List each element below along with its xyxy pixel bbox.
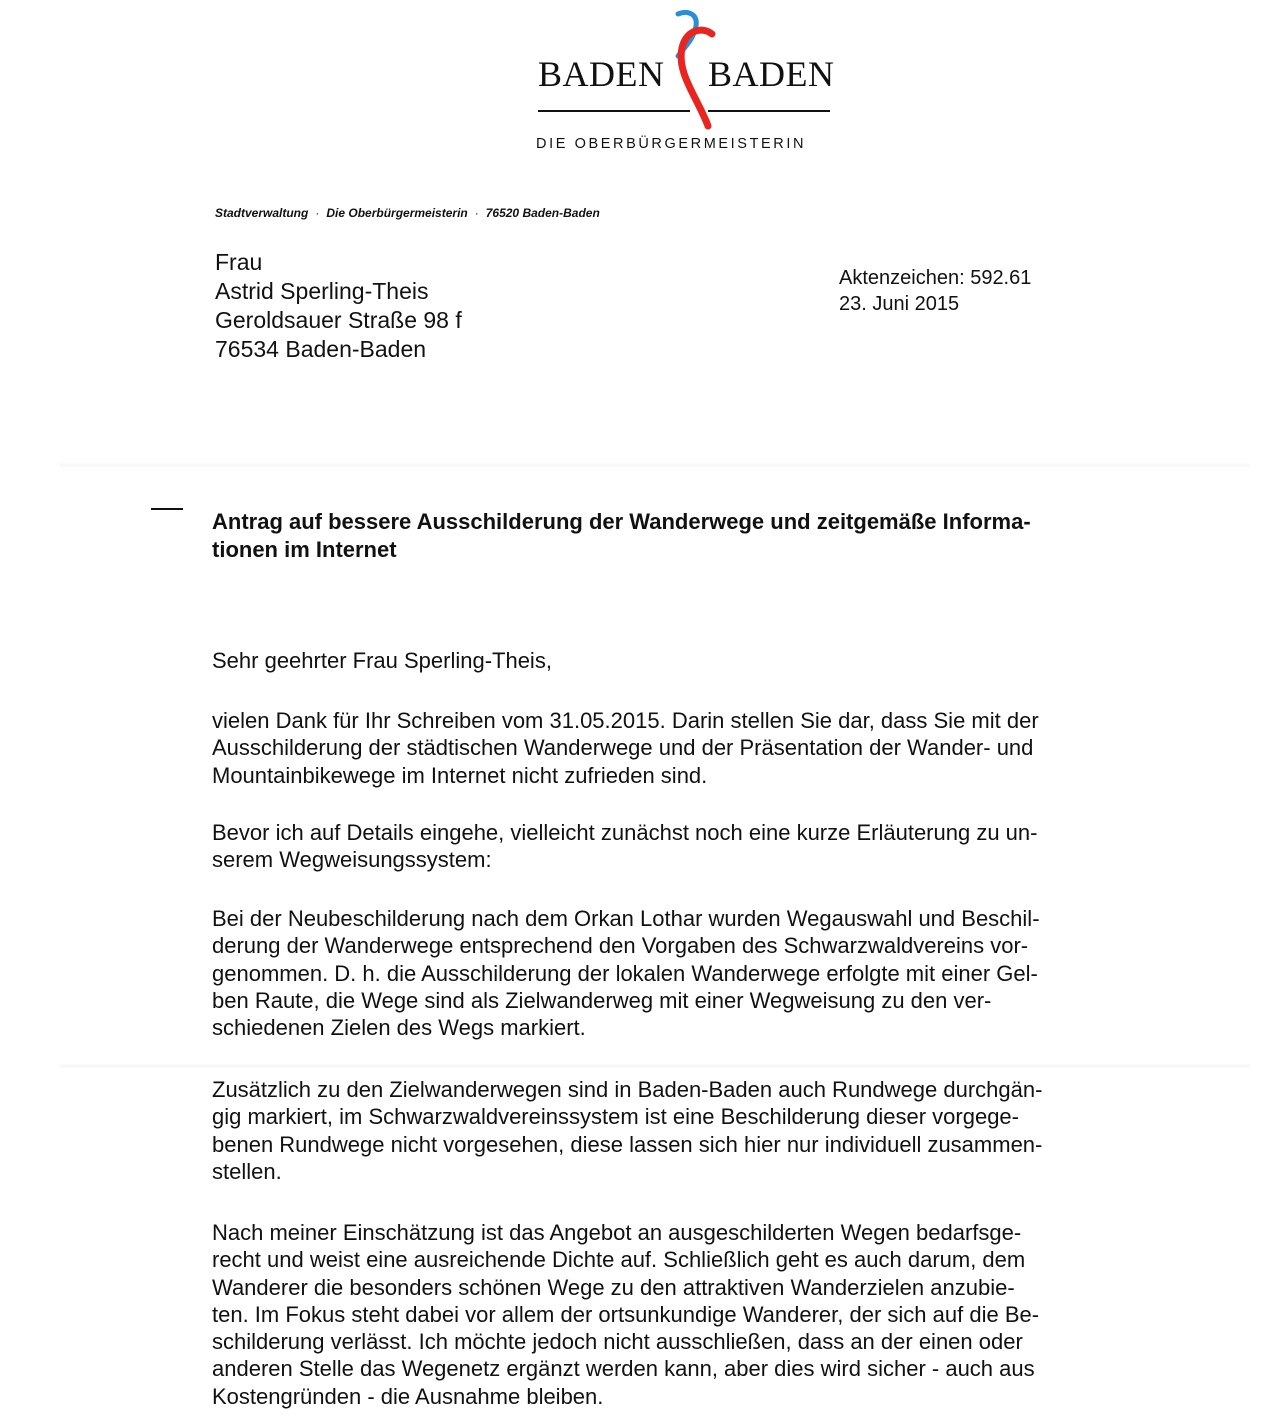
recipient-title: Frau: [215, 249, 263, 275]
baden-baden-logo: [536, 4, 836, 154]
recipient-street: Geroldsauer Straße 98 f: [215, 307, 462, 333]
salutation: [212, 647, 1172, 674]
text-line: ben Raute, die Wege sind als Zielwanderweg mit einer Wegweisung zu den ver-: [212, 987, 992, 1013]
return-address: [215, 206, 600, 220]
text-line: Nach meiner Einschätzung ist das Angebot an ausgeschilderten Wegen bedarfsge-: [212, 1220, 1022, 1245]
text-line: recht und weist eine ausreichende Dichte auf. Schließlich geht es auch darum, dem: [212, 1247, 1026, 1273]
text-line: stellen.: [212, 1158, 282, 1184]
text-line: gig markiert, im Schwarzwaldvereinssystem ist eine Beschilderung dieser vorgege-: [212, 1104, 1019, 1130]
text-line: anderen Stelle das Wegenetz ergänzt werden kann, aber dies wird sicher - auch aus: [212, 1356, 1035, 1382]
paper-fold-line: [60, 462, 1250, 468]
file-number: Aktenzeichen: 592.61: [839, 267, 1032, 289]
salutation-text: Sehr geehrter Frau Sperling-Theis,: [212, 648, 552, 673]
logo-rule-left: [538, 110, 690, 112]
text-line: benen Rundwege nicht vorgesehen, diese lassen sich hier nur individuell zusammen-: [212, 1131, 1043, 1157]
text-line: Bei der Neubeschilderung nach dem Orkan Lothar wurden Wegauswahl und Beschil-: [212, 906, 1040, 931]
letter-date: 23. Juni 2015: [839, 293, 960, 315]
text-line: ten. Im Fokus steht dabei vor allem der ortsunkundige Wanderer, der sich auf die Be-: [212, 1301, 1040, 1327]
subject-line-1: Antrag auf bessere Ausschilderung der Wanderwege und zeitgemäße Informa-: [212, 509, 1031, 534]
logo-rule-right: [708, 110, 830, 112]
paragraph: [212, 1076, 1172, 1185]
paper-fold-line: [60, 1063, 1250, 1069]
reference-block: [839, 265, 1031, 317]
letterhead-subtitle: DIE OBERBÜRGERMEISTERIN: [536, 136, 807, 152]
text-line: schiedenen Zielen des Wegs markiert.: [212, 1015, 586, 1041]
text-line: schilderung verlässt. Ich möchte jedoch nicht ausschließen, dass an der einen oder: [212, 1329, 1023, 1355]
logo-word-left: BADEN: [538, 54, 665, 94]
subject-line: [212, 508, 1162, 564]
text-line: derung der Wanderwege entsprechend den Vorgaben des Schwarzwaldvereins vor-: [212, 933, 1029, 959]
text-line: genommen. D. h. die Ausschilderung der lokalen Wanderwege erfolgte mit einer Gel-: [212, 960, 1038, 986]
return-address-title: Die Oberbürgermeisterin: [326, 206, 468, 220]
text-line: serem Wegweisungssystem:: [212, 847, 492, 873]
fold-mark: [151, 508, 183, 510]
text-line: vielen Dank für Ihr Schreiben vom 31.05.2015. Darin stellen Sie dar, dass Sie mit der: [212, 708, 1039, 733]
text-line: Mountainbikewege im Internet nicht zufrieden sind.: [212, 762, 708, 788]
text-line: Zusätzlich zu den Zielwanderwegen sind in Baden-Baden auch Rundwege durchgän-: [212, 1077, 1043, 1102]
paragraph: [212, 1219, 1172, 1410]
separator: ·: [474, 206, 479, 220]
text-line: Wanderer die besonders schönen Wege zu den attraktiven Wanderzielen anzubie-: [212, 1274, 1015, 1300]
paragraph: [212, 819, 1172, 874]
recipient-name: Astrid Sperling-Theis: [215, 278, 429, 304]
separator: ·: [315, 206, 320, 220]
logo-word-right: BADEN: [708, 54, 835, 94]
subject-line-2: tionen im Internet: [212, 537, 397, 562]
text-line: Ausschilderung der städtischen Wanderwege und der Präsentation der Wander- und: [212, 735, 1034, 761]
return-address-city: 76520 Baden-Baden: [485, 206, 600, 220]
text-line: Kostengründen - die Ausnahme bleiben.: [212, 1383, 604, 1409]
text-line: Bevor ich auf Details eingehe, vielleicht zunächst noch eine kurze Erläuterung zu un-: [212, 820, 1038, 845]
paragraph: [212, 707, 1172, 789]
recipient-city: 76534 Baden-Baden: [215, 336, 427, 362]
recipient-address: [215, 248, 462, 364]
return-address-office: Stadtverwaltung: [215, 206, 309, 220]
paragraph: [212, 905, 1172, 1041]
